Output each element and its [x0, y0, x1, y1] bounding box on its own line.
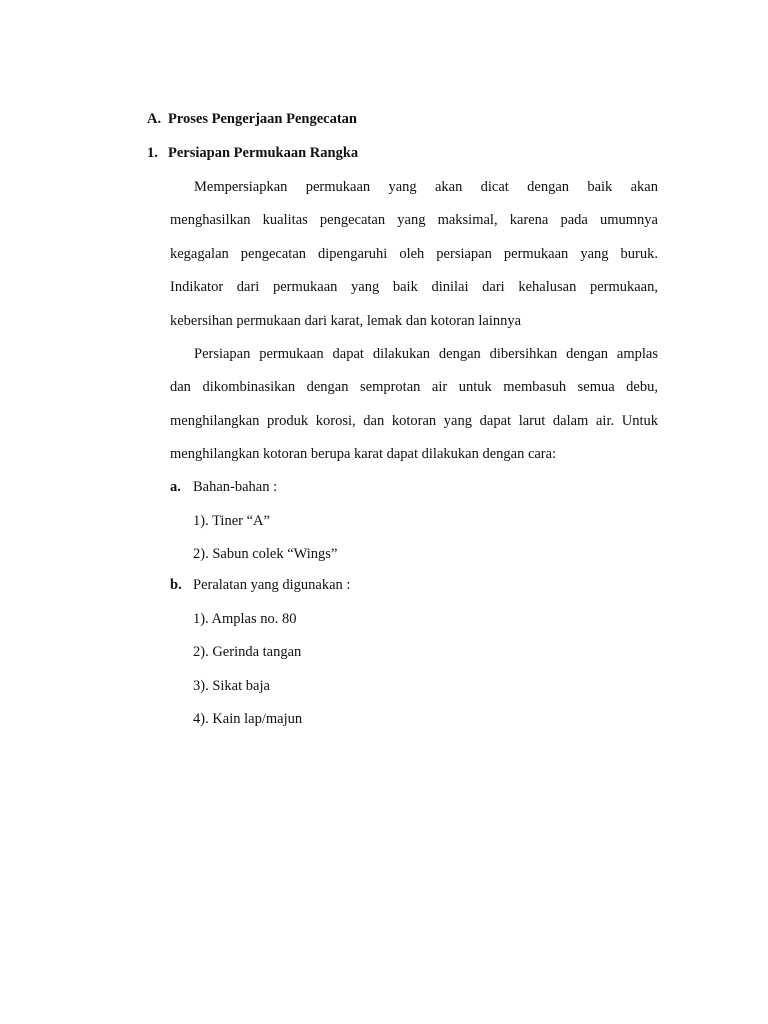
section-heading: [147, 111, 357, 128]
list-item: 1). Amplas no. 80: [193, 611, 297, 627]
section-number: A.: [147, 111, 162, 127]
paragraph-line: dan dikombinasikan dengan semprotan air untuk membasuh semua debu,: [170, 379, 658, 396]
paragraph-line: kebersihan permukaan dari karat, lemak dan kotoran lainnya: [170, 312, 522, 329]
list-item: 3). Sikat baja: [193, 678, 270, 694]
list-item: 1). Tiner “A”: [193, 513, 270, 529]
subsection-number: 1.: [147, 145, 158, 161]
list-item: 4). Kain lap/majun: [193, 711, 303, 727]
list-item: 2). Gerinda tangan: [193, 644, 302, 660]
paragraph-2: [170, 338, 658, 472]
paragraph-line: kegagalan pengecatan dipengaruhi oleh persiapan permukaan yang buruk.: [170, 245, 658, 262]
section-title: Proses Pengerjaan Pengecatan: [168, 111, 357, 127]
paragraph-line: menghasilkan kualitas pengecatan yang maksimal, karena pada umumnya: [170, 212, 658, 229]
list-b-label: b.: [170, 577, 182, 593]
subsection-title: Persiapan Permukaan Rangka: [168, 145, 359, 161]
subsection-heading: [147, 145, 358, 162]
list-a-label: a.: [170, 479, 181, 495]
list-a-title: Bahan-bahan :: [193, 479, 278, 495]
paragraph-line: Indikator dari permukaan yang baik dinilai dari kehalusan permukaan,: [170, 279, 658, 296]
paragraph-line: Persiapan permukaan dapat dilakukan dengan dibersihkan dengan amplas: [194, 346, 658, 362]
list-b-title: Peralatan yang digunakan :: [193, 577, 351, 593]
paragraph-line: menghilangkan kotoran berupa karat dapat dilakukan dengan cara:: [170, 446, 557, 463]
paragraph-1: [170, 171, 658, 338]
paragraph-line: Mempersiapkan permukaan yang akan dicat dengan baik akan: [194, 179, 658, 195]
list-item: 2). Sabun colek “Wings”: [193, 546, 338, 562]
paragraph-line: menghilangkan produk korosi, dan kotoran yang dapat larut dalam air. Untuk: [170, 412, 658, 429]
